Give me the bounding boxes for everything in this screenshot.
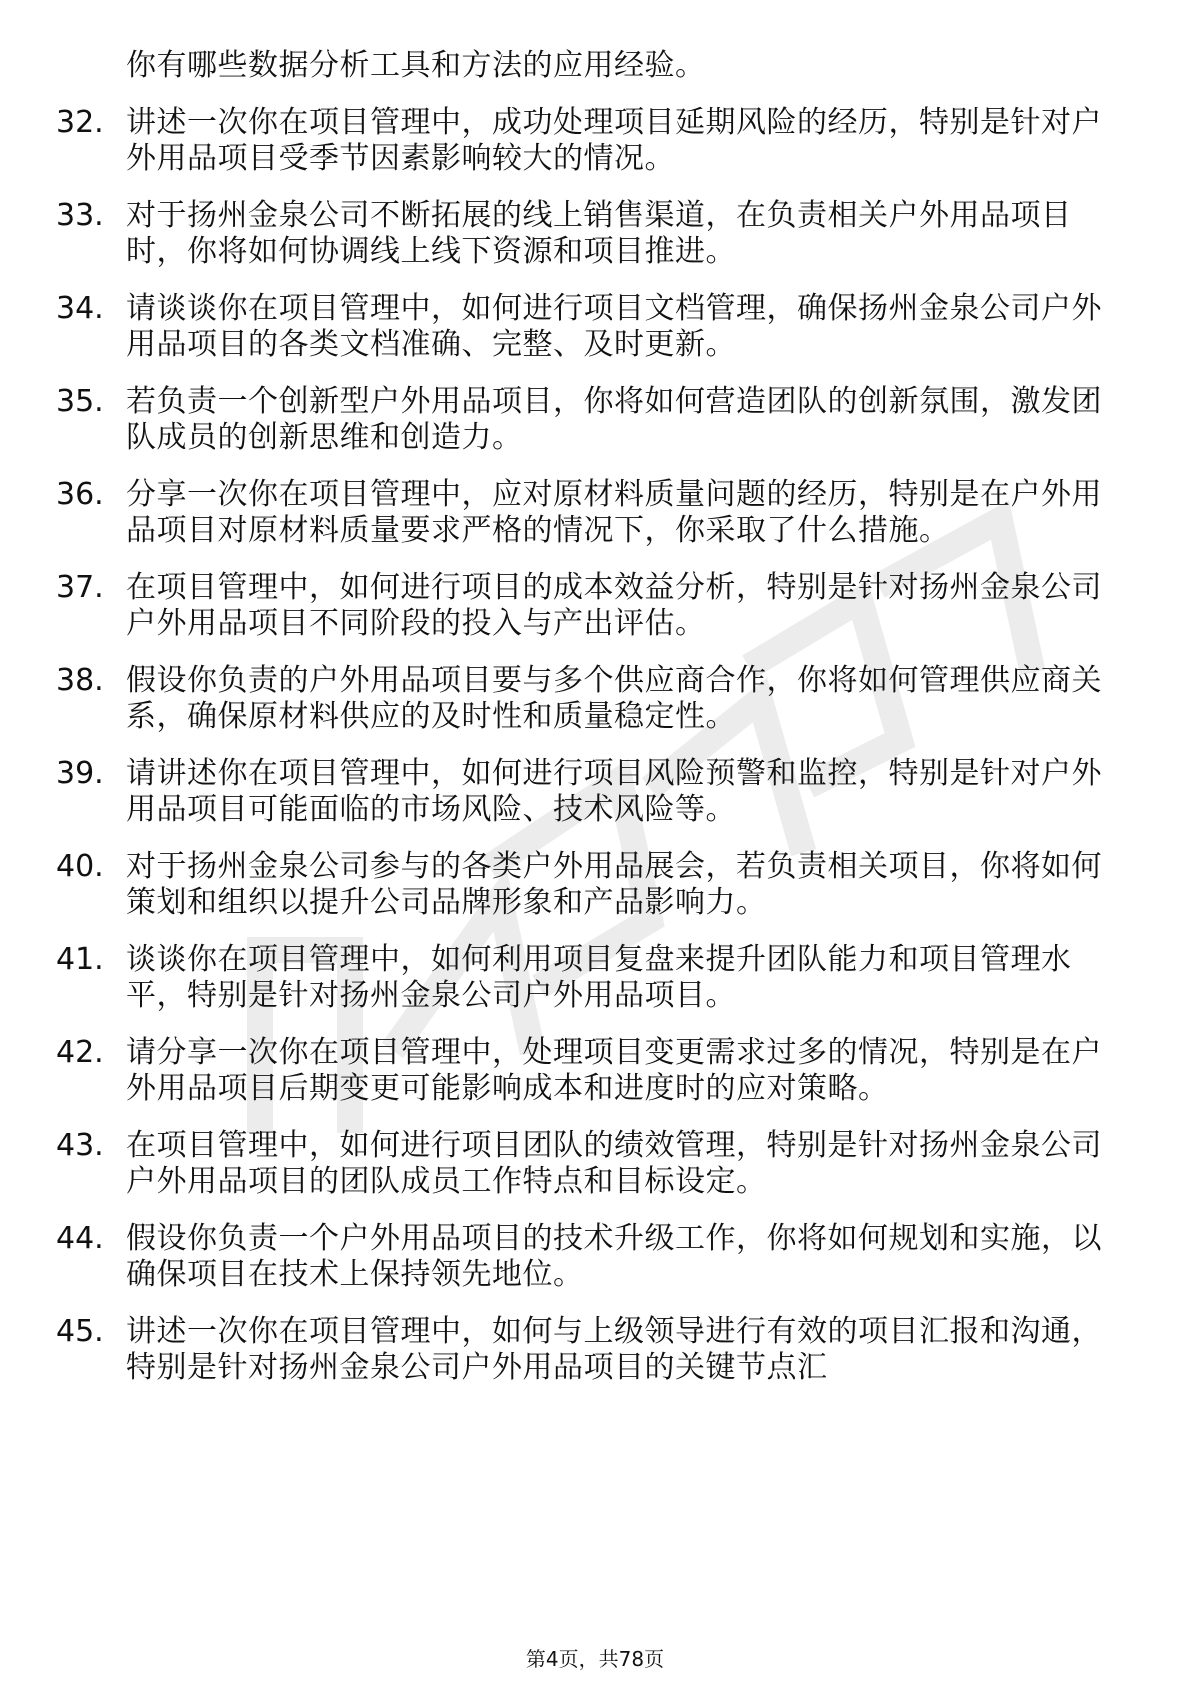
question-item — [56, 1314, 1116, 1386]
question-item — [56, 849, 1116, 921]
question-item — [56, 384, 1116, 456]
question-text: 若负责一个创新型户外用品项目，你将如何营造团队的创新氛围，激发团队成员的创新思维和创造力。 — [126, 384, 1102, 455]
question-text: 假设你负责的户外用品项目要与多个供应商合作，你将如何管理供应商关系，确保原材料供应的及时性和质量稳定性。 — [126, 663, 1102, 734]
question-item — [56, 198, 1116, 270]
continuation-text: 你有哪些数据分析工具和方法的应用经验。 — [126, 48, 706, 83]
question-item — [56, 105, 1116, 177]
question-number: 38. — [56, 663, 104, 698]
question-text: 对于扬州金泉公司参与的各类户外用品展会，若负责相关项目，你将如何策划和组织以提升公司品牌形象和产品影响力。 — [126, 849, 1102, 920]
question-text: 讲述一次你在项目管理中，成功处理项目延期风险的经历，特别是针对户外用品项目受季节因素影响较大的情况。 — [126, 105, 1102, 176]
question-item — [56, 756, 1116, 828]
question-item — [56, 1221, 1116, 1293]
question-text: 在项目管理中，如何进行项目的成本效益分析，特别是针对扬州金泉公司户外用品项目不同阶段的投入与产出评估。 — [126, 570, 1102, 641]
question-number: 41. — [56, 942, 104, 977]
question-continuation — [56, 48, 1116, 84]
question-item — [56, 291, 1116, 363]
question-text: 谈谈你在项目管理中，如何利用项目复盘来提升团队能力和项目管理水平，特别是针对扬州金泉公司户外用品项目。 — [126, 942, 1072, 1013]
question-text: 请谈谈你在项目管理中，如何进行项目文档管理，确保扬州金泉公司户外用品项目的各类文档准确、完整、及时更新。 — [126, 291, 1102, 362]
question-item — [56, 1035, 1116, 1107]
question-number: 33. — [56, 198, 104, 233]
question-number: 43. — [56, 1128, 104, 1163]
question-number: 37. — [56, 570, 104, 605]
question-number: 35. — [56, 384, 104, 419]
question-number: 40. — [56, 849, 104, 884]
question-text: 对于扬州金泉公司不断拓展的线上销售渠道，在负责相关户外用品项目时，你将如何协调线上线下资源和项目推进。 — [126, 198, 1072, 269]
question-item — [56, 570, 1116, 642]
question-text: 分享一次你在项目管理中，应对原材料质量问题的经历，特别是在户外用品项目对原材料质量要求严格的情况下，你采取了什么措施。 — [126, 477, 1102, 548]
question-number: 32. — [56, 105, 104, 140]
question-item — [56, 942, 1116, 1014]
question-text: 讲述一次你在项目管理中，如何与上级领导进行有效的项目汇报和沟通，特别是针对扬州金泉公司户外用品项目的关键节点汇 — [126, 1314, 1102, 1385]
question-text: 请讲述你在项目管理中，如何进行项目风险预警和监控，特别是针对户外用品项目可能面临的市场风险、技术风险等。 — [126, 756, 1102, 827]
question-number: 34. — [56, 291, 104, 326]
question-text: 请分享一次你在项目管理中，处理项目变更需求过多的情况，特别是在户外用品项目后期变更可能影响成本和进度时的应对策略。 — [126, 1035, 1102, 1106]
question-text: 在项目管理中，如何进行项目团队的绩效管理，特别是针对扬州金泉公司户外用品项目的团队成员工作特点和目标设定。 — [126, 1128, 1102, 1199]
question-number: 42. — [56, 1035, 104, 1070]
question-number: 39. — [56, 756, 104, 791]
question-item — [56, 1128, 1116, 1200]
question-item — [56, 477, 1116, 549]
question-number: 44. — [56, 1221, 104, 1256]
question-list — [56, 48, 1116, 1407]
question-text: 假设你负责一个户外用品项目的技术升级工作，你将如何规划和实施，以确保项目在技术上保持领先地位。 — [126, 1221, 1102, 1292]
question-item — [56, 663, 1116, 735]
question-number: 45. — [56, 1314, 104, 1349]
page-footer: 第4页，共78页 — [525, 1647, 665, 1671]
question-number: 36. — [56, 477, 104, 512]
